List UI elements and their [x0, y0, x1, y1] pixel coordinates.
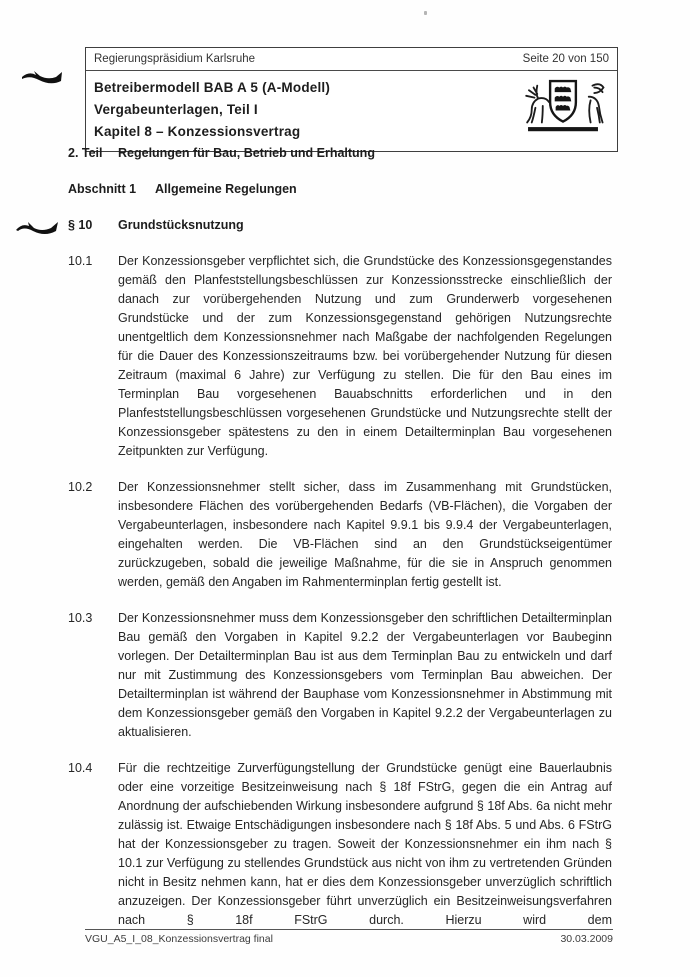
- section-heading-label: Abschnitt 1: [68, 182, 137, 196]
- section-heading-text: Allgemeine Regelungen: [155, 182, 297, 196]
- part-heading-text: Regelungen für Bau, Betrieb und Erhaltung: [118, 146, 375, 160]
- clause-10-3: [68, 609, 612, 742]
- scan-artifact-dot: [424, 11, 427, 15]
- paragraph-10-heading: [68, 218, 612, 233]
- clause-10-4: [68, 759, 612, 930]
- institution-name: Regierungspräsidium Karlsruhe: [94, 53, 256, 65]
- document-title-line-2: Vergabeunterlagen, Teil I: [94, 102, 258, 117]
- footer-document-name: VGU_A5_I_08_Konzessionsvertrag final: [85, 933, 273, 945]
- header-title-block: [86, 71, 617, 151]
- document-footer: [85, 929, 613, 946]
- footer-date: 30.03.2009: [560, 933, 613, 945]
- clause-number: 10.4: [68, 761, 93, 775]
- part-heading: [68, 146, 612, 161]
- clause-text: Der Konzessionsgeber verpflichtet sich, die Grundstücke des Konzessionsgegenstandes gemäß den Planfeststellungsbeschlüssen zur Konzessionsstrecke einschließlich der danach zur vorübergehenden Nutzung und zum Grunderwerb vorgesehenen Grundstücke und der zum Konzessionsgegenstand gehörigen Nutzungsrechte unentgeltlich dem Konzessionsnehmer nach Maßgabe der nachfolgenden Regelungen für die Dauer des Konzessionszeitraums bzw. bei vorübergehender Nutzung für diesen Zeitraum (maximal 6 Jahre) zur Verfügung zu stellen. Die für den Bau eines im Terminplan Bau vorgesehenen Bauabschnitts erforderlichen und in den Planfeststellungsbeschlüssen vorgesehenen Grundstücke und Nutzungsrechte stellt der Konzessionsgeber spätestens zu den in einem Detailterminplan Bau vorgesehenen Zeitpunkten zur Verfügung.: [118, 254, 612, 458]
- section-heading: [68, 182, 612, 197]
- pen-mark-icon: [18, 66, 66, 92]
- header-meta-row: [86, 48, 617, 71]
- paragraph-10-heading-text: Grundstücksnutzung: [118, 218, 244, 232]
- pen-mark-icon: [14, 216, 62, 240]
- clause-text: Der Konzessionsnehmer muss dem Konzessionsgeber den schriftlichen Detailterminplan Bau gemäß den Vorgaben in Kapitel 9.2.2 der Vergabeunterlagen vor Baubeginn vorlegen. Der Detailterminplan Bau ist aus dem Terminplan Bau zu entwickeln und darf nur mit Zustimmung des Konzessionsgebers vom Terminplan Bau abweichen. Der Detailterminplan ist während der Bauphase vom Konzessionsnehmer in Abstimmung mit dem Konzessionsgeber gemäß den Vorgaben in Kapitel 9.2.2 der Vergabeunterlagen zu aktualisieren.: [118, 611, 612, 739]
- clause-10-2: [68, 478, 612, 592]
- clause-10-1: [68, 252, 612, 461]
- page-number-indicator: Seite 20 von 150: [522, 53, 609, 65]
- clause-number: 10.3: [68, 611, 93, 625]
- clause-number: 10.1: [68, 254, 93, 268]
- contract-body: [68, 146, 612, 947]
- clause-number: 10.2: [68, 480, 93, 494]
- document-title-line-1: Betreibermodell BAB A 5 (A-Modell): [94, 80, 331, 95]
- part-heading-label: 2. Teil: [68, 146, 103, 160]
- document-title-line-3: Kapitel 8 – Konzessionsvertrag: [94, 124, 301, 139]
- coat-of-arms-icon: [517, 76, 609, 134]
- clause-text: Der Konzessionsnehmer stellt sicher, dass im Zusammenhang mit Grundstücken, insbesondere Flächen des vorübergehenden Bedarfs (VB-Flächen), die Vorgaben der Vergabeunterlagen, insbesondere nach Kapitel 9.9.1 bis 9.9.4 der Vergabeunterlagen, eingehalten werden. Die VB-Flächen sind an den Grundstückseigentümer zurückzugeben, sobald die jeweilige Maßnahme, für die sie in Anspruch genommen werden, gemäß den Angaben im Rahmenterminplan fertig gestellt ist.: [118, 480, 612, 589]
- paragraph-10-heading-label: § 10: [68, 218, 93, 232]
- document-header-box: [85, 47, 618, 152]
- clause-text: Für die rechtzeitige Zurverfügungstellung der Grundstücke genügt eine Bauerlaubnis oder eine vorzeitige Besitzeinweisung nach § 18f FStrG, gegen die ein Antrag auf Anordnung der aufschiebenden Wirkung insbesondere aufgrund § 18f Abs. 6a nicht mehr zulässig ist. Etwaige Entschädigungen insbesondere nach § 18f Abs. 5 und Abs. 6 FStrG hat der Konzessionsgeber zu tragen. Soweit der Konzessionsnehmer ein ihm nach § 10.1 zur Verfügung zu stellendes Grundstück aus nicht von ihm zu vertretenden Gründen nicht in Besitz nehmen kann, hat er dies dem Konzessionsgeber unverzüglich schriftlich anzuzeigen. Der Konzessionsgeber führt unverzüglich ein Besitzeinweisungsverfahren nach § 18f FStrG durch. Hierzu wird dem: [118, 761, 612, 927]
